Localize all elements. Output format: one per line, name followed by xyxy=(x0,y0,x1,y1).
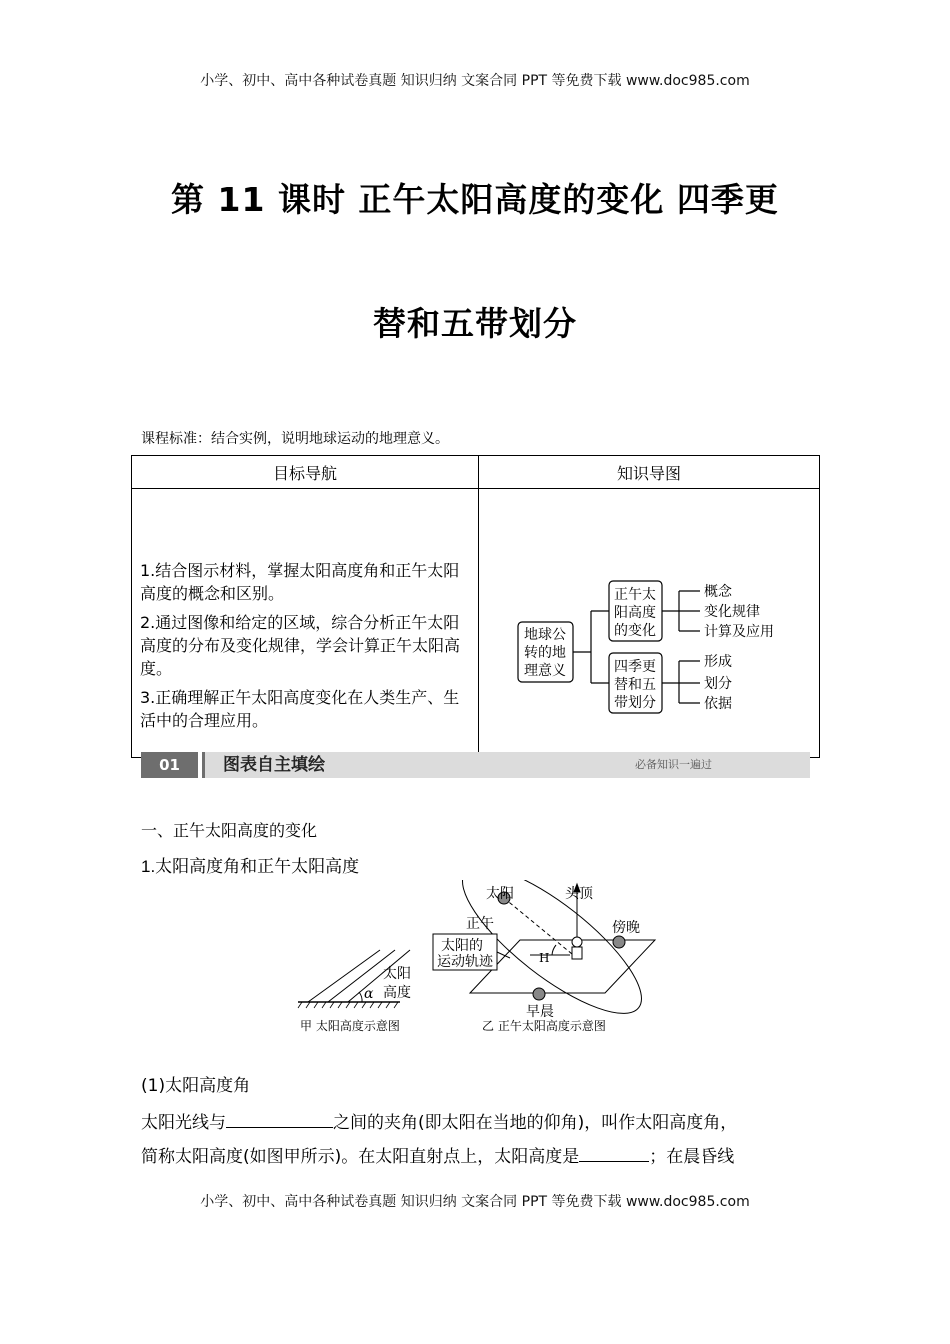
track-label: 运动轨迹 xyxy=(437,954,493,970)
subsection-heading: 1.太阳高度角和正午太阳高度 xyxy=(141,857,360,876)
yi-caption: 乙 正午太阳高度示意图 xyxy=(482,1019,606,1033)
page-header: 小学、初中、高中各种试卷真题 知识归纳 文案合同 PPT 等免费下载 www.doc985.com xyxy=(200,73,750,89)
observer-icon xyxy=(572,937,582,947)
paragraph-heading: (1)太阳高度角 xyxy=(141,1076,251,1096)
mindmap-leaf: 形成 xyxy=(704,654,732,670)
text-run: 太阳光线与 xyxy=(141,1113,226,1133)
mindmap-branch2-line: 四季更 xyxy=(614,659,656,675)
solar-altitude-figure xyxy=(290,880,660,1040)
mindmap-leaf: 概念 xyxy=(704,584,732,600)
text-run: ；在晨昏线 xyxy=(649,1147,735,1167)
mindmap-branch2-line: 替和五 xyxy=(614,677,656,693)
text-run: 简称太阳高度(如图甲所示)。在太阳直射点上，太阳高度是 xyxy=(141,1147,580,1167)
mindmap-branch1-line: 阳高度 xyxy=(614,605,656,621)
morning-label: 早晨 xyxy=(526,1004,554,1020)
mindmap-root-line: 理意义 xyxy=(524,663,566,679)
knowledge-mindmap xyxy=(479,489,819,753)
sun-morning-marker xyxy=(533,988,545,1000)
page-footer: 小学、初中、高中各种试卷真题 知识归纳 文案合同 PPT 等免费下载 www.doc985.com xyxy=(200,1194,750,1210)
mindmap-leaf: 依据 xyxy=(704,696,732,712)
zenith-label: 头顶 xyxy=(565,886,593,902)
page-title-line1: 第 11 课时 正午太阳高度的变化 四季更 xyxy=(171,180,779,219)
dusk-label: 傍晚 xyxy=(612,920,640,936)
fill-blank[interactable] xyxy=(579,1143,649,1162)
jia-caption: 甲 太阳高度示意图 xyxy=(300,1019,400,1033)
mindmap-cell xyxy=(479,489,820,758)
section-band-tag: 必备知识一遍过 xyxy=(635,758,712,771)
mindmap-root-line: 地球公 xyxy=(524,627,566,643)
paragraph-line xyxy=(141,1107,821,1139)
mindmap-branch2-line: 带划分 xyxy=(614,695,656,711)
mindmap-leaf: 变化规律 xyxy=(704,604,760,620)
goal-item: 3.正确理解正午太阳高度变化在人类生产、生活中的合理应用。 xyxy=(140,688,460,730)
goals-cell xyxy=(132,489,479,758)
horizon-plane xyxy=(470,940,655,993)
mindmap-root-line: 转的地 xyxy=(524,645,566,661)
section-band-number: 01 xyxy=(141,752,198,778)
mindmap-branch1-line: 的变化 xyxy=(614,623,656,639)
h-label: H xyxy=(539,951,550,965)
page-title-line2: 替和五带划分 xyxy=(373,304,577,343)
mindmap-header: 知识导图 xyxy=(479,456,820,489)
mindmap-leaf: 划分 xyxy=(704,676,732,692)
section-heading: 一、正午太阳高度的变化 xyxy=(141,821,318,840)
track-label: 太阳的 xyxy=(441,938,483,954)
text-run: 之间的夹角(即太阳在当地的仰角)，叫作太阳高度角， xyxy=(333,1113,738,1133)
section-band xyxy=(141,752,810,778)
sun-label: 太阳 xyxy=(486,886,514,902)
goal-item: 1.结合图示材料，掌握太阳高度角和正午太阳高度的概念和区别。 xyxy=(140,561,460,603)
mindmap-leaf: 计算及应用 xyxy=(704,624,774,640)
jia-label: 高度 xyxy=(383,985,411,1001)
course-standard: 课程标准：结合实例，说明地球运动的地理意义。 xyxy=(141,431,449,447)
objectives-table xyxy=(131,455,820,758)
jia-label: 太阳 xyxy=(383,966,411,982)
mindmap-branch1-line: 正午太 xyxy=(614,587,656,603)
goals-header: 目标导航 xyxy=(132,456,479,489)
alpha-label: α xyxy=(364,986,374,1002)
sun-dusk-marker xyxy=(613,936,625,948)
paragraph-line xyxy=(141,1141,821,1173)
goal-item: 2.通过图像和给定的区域，综合分析正午太阳高度的分布及变化规律，学会计算正午太阳高度。 xyxy=(140,613,461,678)
noon-label: 正午 xyxy=(466,916,494,932)
fill-blank[interactable] xyxy=(226,1109,333,1128)
section-band-title: 图表自主填绘 xyxy=(223,755,325,775)
